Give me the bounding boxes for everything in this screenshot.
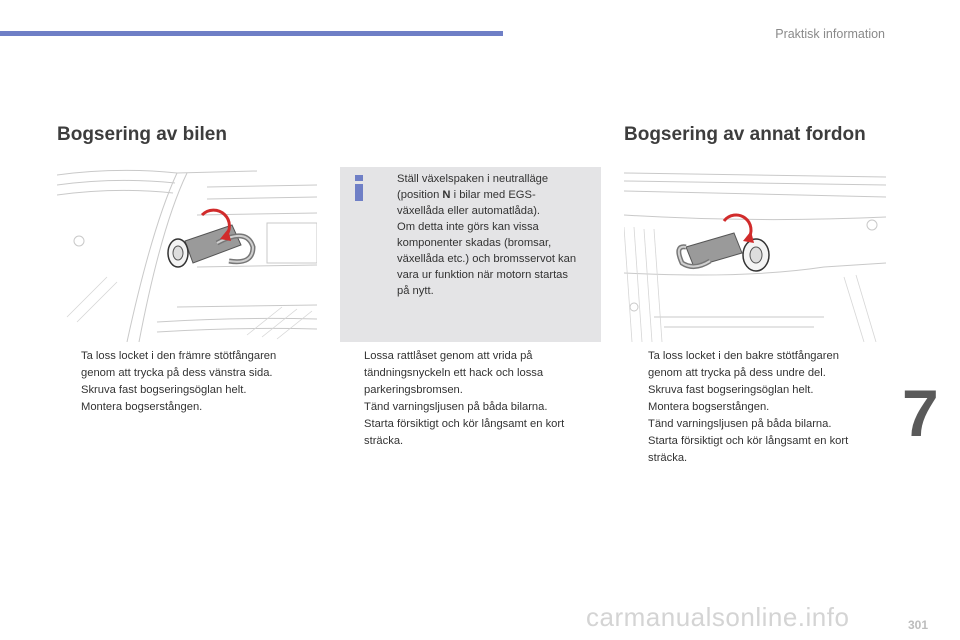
header-accent-bar [0,31,503,36]
list-item: Ta loss locket i den främre stötfångaren genom att trycka på dess vänstra sida. [81,350,277,379]
list-item: Lossa rattlåset genom att vrida på tändningsnyckeln ett hack och lossa parkeringsbromsen. [364,350,544,396]
info-text-line: växellåda etc.) och bromsservot kan [397,253,577,265]
gear-position-code: N [442,189,451,201]
list-item: Tänd varningsljusen på båda bilarna. [648,418,832,430]
front-towing-steps [57,348,327,416]
list-item: Ta loss locket i den bakre stötfångaren genom att trycka på dess undre del. [648,350,839,379]
heading-towing-other-vehicle: Bogsering av annat fordon [624,124,866,145]
list-item: Montera bogserstången. [81,401,203,413]
list-item: Starta försiktigt och kör långsamt en kort sträcka. [648,435,849,464]
info-text-line: (position N i bilar med EGS- [397,189,536,201]
front-bumper-tow-eye-illustration [57,167,317,342]
list-item: Tänd varningsljusen på båda bilarna. [364,401,548,413]
chapter-number: 7 [902,376,939,450]
rear-towing-steps [624,348,899,467]
list-item: Starta försiktigt och kör långsamt en kort sträcka. [364,418,565,447]
info-text-line: på nytt. [397,285,434,297]
rear-bumper-tow-eye-illustration [624,167,886,342]
list-item: Skruva fast bogseringsöglan helt. [648,384,814,396]
info-text-line: Om detta inte görs kan vissa [397,221,539,233]
info-text-line: komponenter skadas (bromsar, [397,237,552,249]
info-text-line: Ställ växelspaken i neutralläge [397,173,549,185]
list-item: Montera bogserstången. [648,401,770,413]
towing-procedure-steps [340,348,610,450]
info-icon [352,175,366,201]
info-text-line: vara ur funktion när motorn startas [397,269,568,281]
heading-towing-own-car: Bogsering av bilen [57,124,227,145]
watermark: carmanualsonline.info [586,602,850,632]
info-box-neutral-gear [340,167,601,342]
list-item: Skruva fast bogseringsöglan helt. [81,384,247,396]
info-text-line: växellåda eller automatlåda). [397,205,541,217]
section-title: Praktisk information [775,27,885,41]
page-number: 301 [908,618,929,632]
